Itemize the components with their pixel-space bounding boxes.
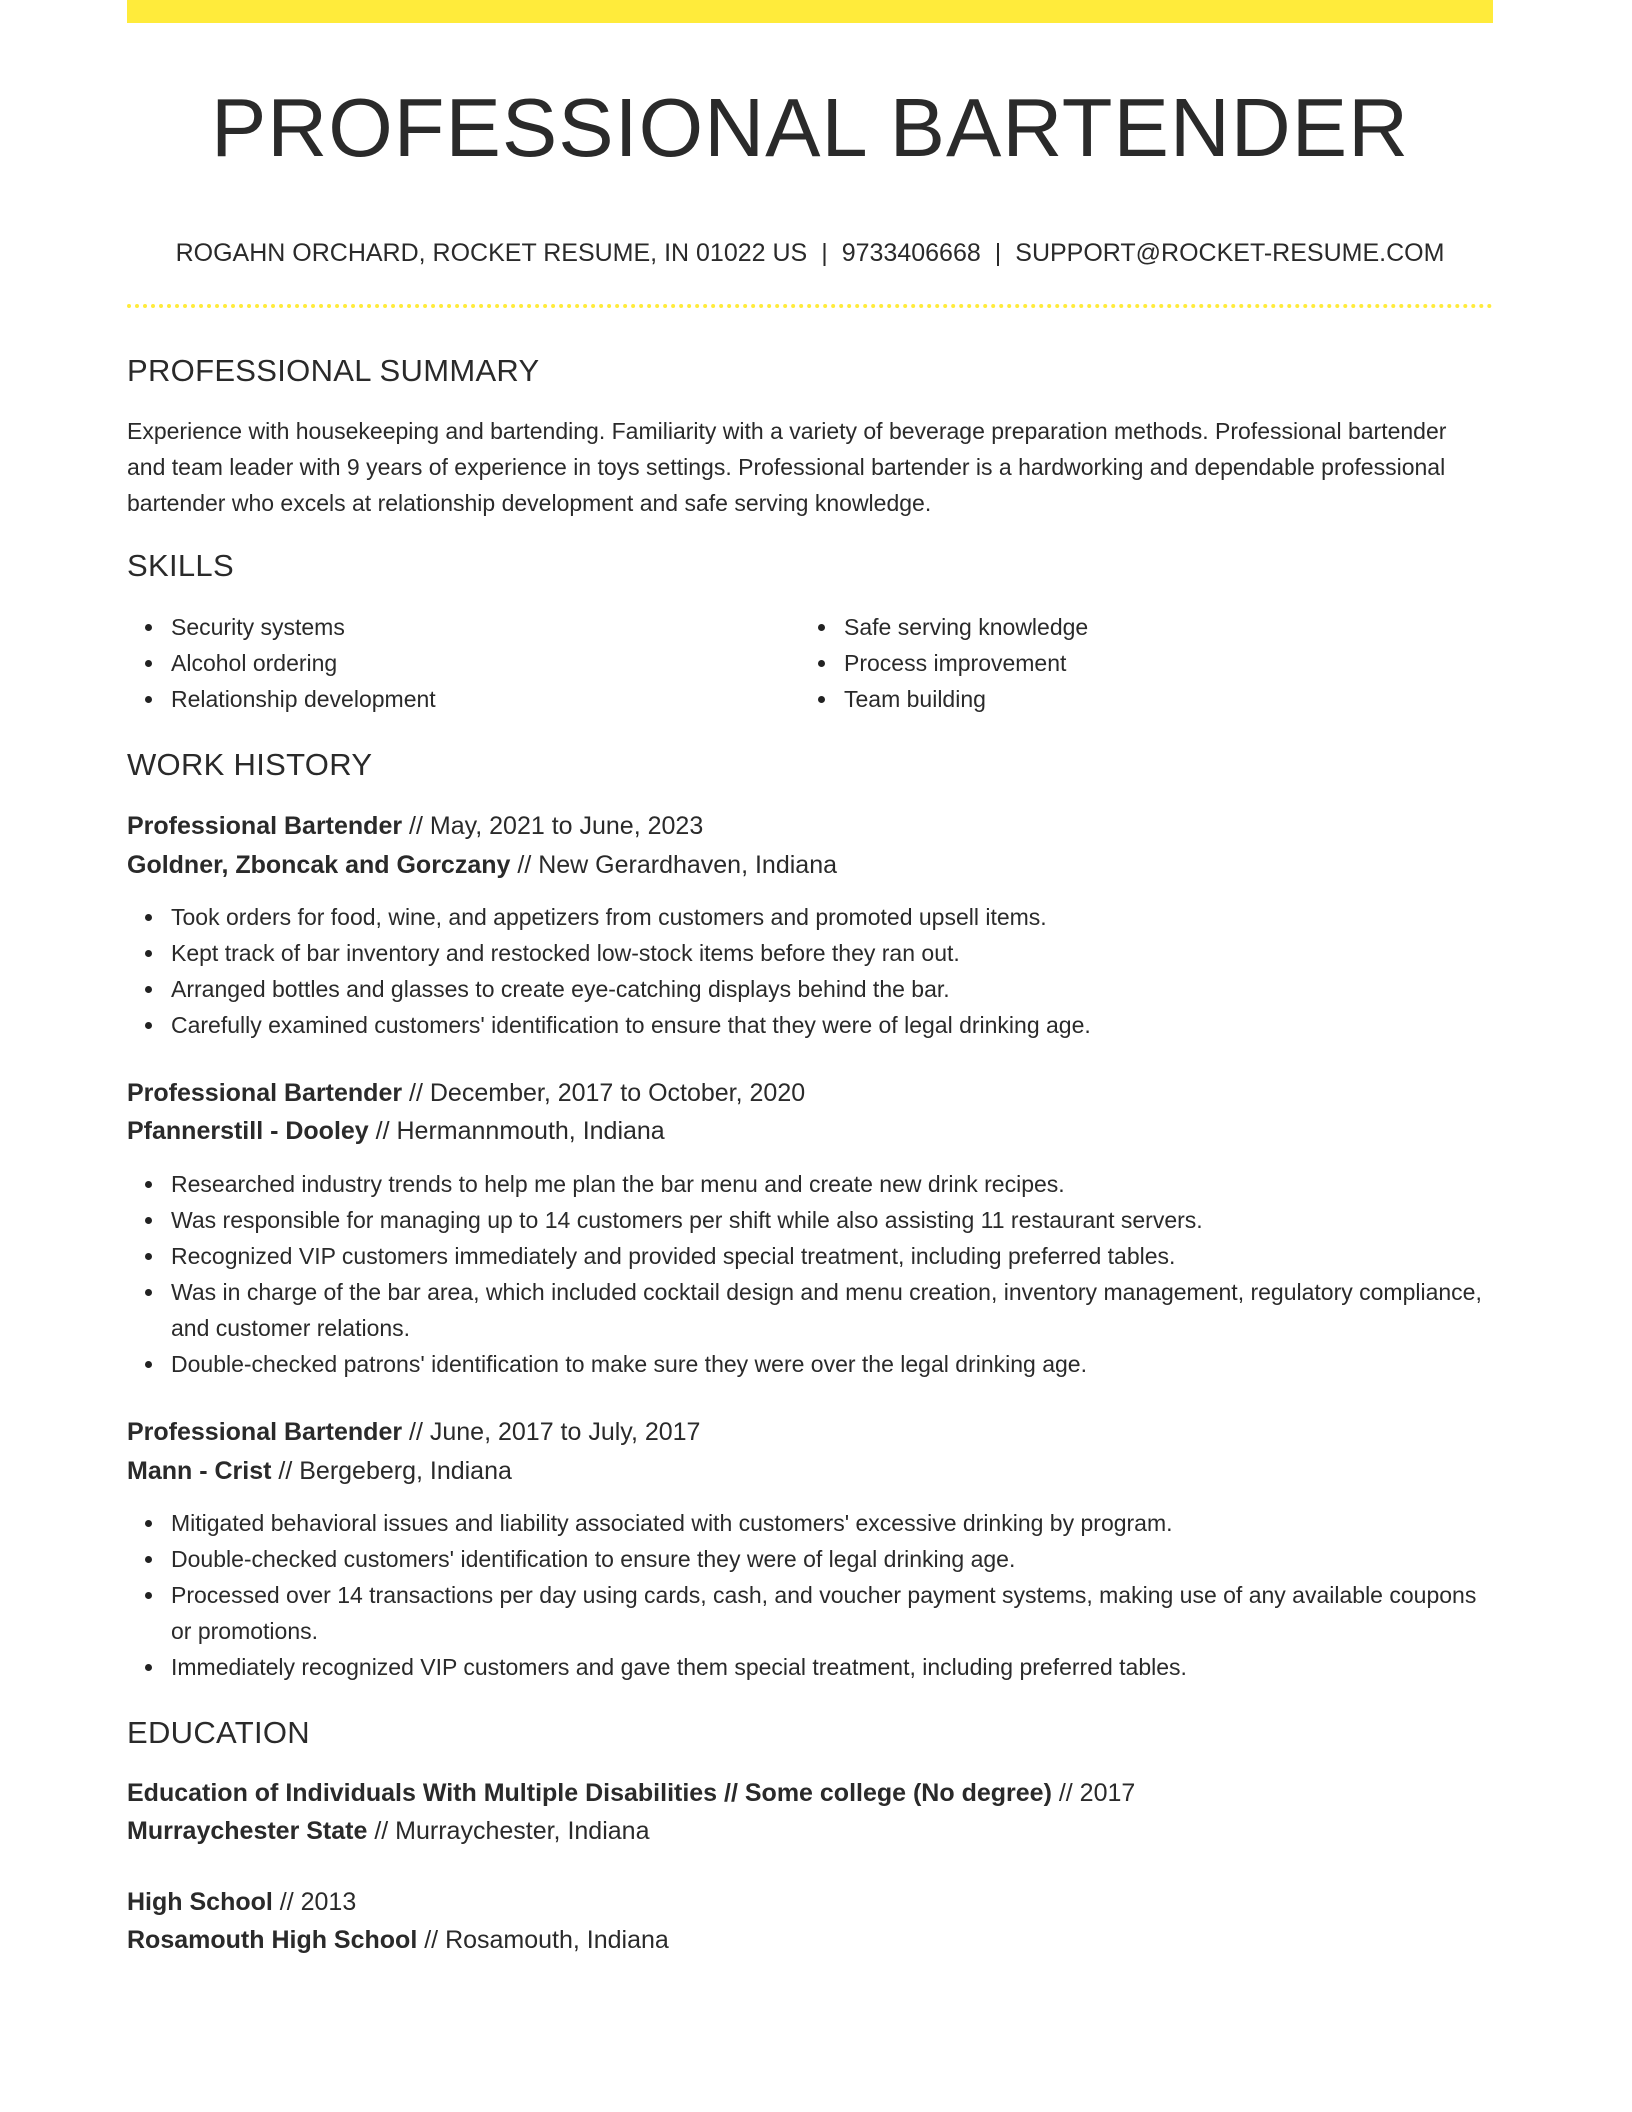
contact-separator: | <box>821 239 828 267</box>
job-dates: // May, 2021 to June, 2023 <box>402 812 704 840</box>
education-location: // Rosamouth, Indiana <box>417 1926 669 1954</box>
education-year: // 2013 <box>272 1888 357 1916</box>
list-item: Processed over 14 transactions per day using cards, cash, and voucher payment systems, making use of any available coupons or promotions. <box>171 1577 1493 1649</box>
job-title: Professional Bartender <box>127 812 403 840</box>
job-title: Professional Bartender <box>127 1079 403 1107</box>
phone: 9733406668 <box>841 239 981 267</box>
education-degree-line <box>127 1775 1493 1811</box>
job-title-line <box>127 1075 1493 1111</box>
list-item: Kept track of bar inventory and restocked low-stock items before they ran out. <box>171 935 1493 971</box>
address: ROGAHN ORCHARD, ROCKET RESUME, IN 01022 US <box>175 239 808 267</box>
education-school-line <box>127 1922 1493 1958</box>
dotted-divider <box>127 304 1493 308</box>
job-company: Pfannerstill - Dooley <box>127 1117 369 1145</box>
summary-heading: PROFESSIONAL SUMMARY <box>127 353 540 388</box>
education-degree-line <box>127 1884 1493 1920</box>
job-company: Mann - Crist <box>127 1457 272 1485</box>
education-year: // 2017 <box>1051 1779 1136 1807</box>
job-company-line <box>127 847 1493 883</box>
email: SUPPORT@ROCKET-RESUME.COM <box>1015 239 1445 267</box>
skill-item: Team building <box>844 681 1464 717</box>
job-dates: // December, 2017 to October, 2020 <box>402 1079 806 1107</box>
job-company-line <box>127 1453 1493 1489</box>
skill-item: Alcohol ordering <box>171 645 791 681</box>
list-item: Double-checked patrons' identification to make sure they were over the legal drinking age. <box>171 1346 1493 1382</box>
skills-list-left <box>127 609 791 717</box>
education-location: // Murraychester, Indiana <box>367 1817 650 1845</box>
job-location: // New Gerardhaven, Indiana <box>510 851 837 879</box>
education-degree: Education of Individuals With Multiple Disabilities // Some college (No degree) <box>127 1779 1052 1807</box>
contact-line <box>127 236 1493 270</box>
job-title-line <box>127 808 1493 844</box>
list-item: Was in charge of the bar area, which included cocktail design and menu creation, inventory management, regulatory compliance, and customer relations. <box>171 1274 1493 1346</box>
education-heading: EDUCATION <box>127 1715 310 1750</box>
list-item: Immediately recognized VIP customers and gave them special treatment, including preferred tables. <box>171 1649 1493 1685</box>
education-school: Murraychester State <box>127 1817 368 1845</box>
education-degree: High School <box>127 1888 273 1916</box>
list-item: Researched industry trends to help me plan the bar menu and create new drink recipes. <box>171 1166 1493 1202</box>
job-location: // Bergeberg, Indiana <box>271 1457 512 1485</box>
list-item: Took orders for food, wine, and appetizers from customers and promoted upsell items. <box>171 899 1493 935</box>
job-location: // Hermannmouth, Indiana <box>368 1117 665 1145</box>
list-item: Carefully examined customers' identification to ensure that they were of legal drinking age. <box>171 1007 1493 1043</box>
list-item: Recognized VIP customers immediately and provided special treatment, including preferred tables. <box>171 1238 1493 1274</box>
job-company-line <box>127 1113 1493 1149</box>
job-bullets <box>127 1505 1493 1685</box>
contact-separator: | <box>994 239 1002 267</box>
list-item: Double-checked customers' identification to ensure they were of legal drinking age. <box>171 1541 1493 1577</box>
resume-title: PROFESSIONAL BARTENDER <box>210 81 1410 174</box>
job-title-line <box>127 1414 1493 1450</box>
job-title: Professional Bartender <box>127 1418 403 1446</box>
job-bullets <box>127 899 1493 1043</box>
list-item: Arranged bottles and glasses to create eye-catching displays behind the bar. <box>171 971 1493 1007</box>
work-heading: WORK HISTORY <box>127 747 373 782</box>
education-school-line <box>127 1813 1493 1849</box>
list-item: Mitigated behavioral issues and liability associated with customers' excessive drinking by program. <box>171 1505 1493 1541</box>
job-company: Goldner, Zboncak and Gorczany <box>127 851 511 879</box>
education-school: Rosamouth High School <box>127 1926 418 1954</box>
skill-item: Security systems <box>171 609 791 645</box>
skill-item: Process improvement <box>844 645 1464 681</box>
skills-heading: SKILLS <box>127 548 234 583</box>
job-dates: // June, 2017 to July, 2017 <box>402 1418 701 1446</box>
accent-bar <box>127 0 1493 23</box>
skill-item: Safe serving knowledge <box>844 609 1464 645</box>
skills-list-right <box>800 609 1464 717</box>
skill-item: Relationship development <box>171 681 791 717</box>
job-bullets <box>127 1166 1493 1382</box>
list-item: Was responsible for managing up to 14 customers per shift while also assisting 11 restaurant servers. <box>171 1202 1493 1238</box>
summary-text: Experience with housekeeping and bartending. Familiarity with a variety of beverage preparation methods. Professional bartender and team leader with 9 years of experience in toys settings. Professional bartender is a hardworking and dependable professional bartender who excels at relationship development and safe serving knowledge. <box>127 418 1447 516</box>
